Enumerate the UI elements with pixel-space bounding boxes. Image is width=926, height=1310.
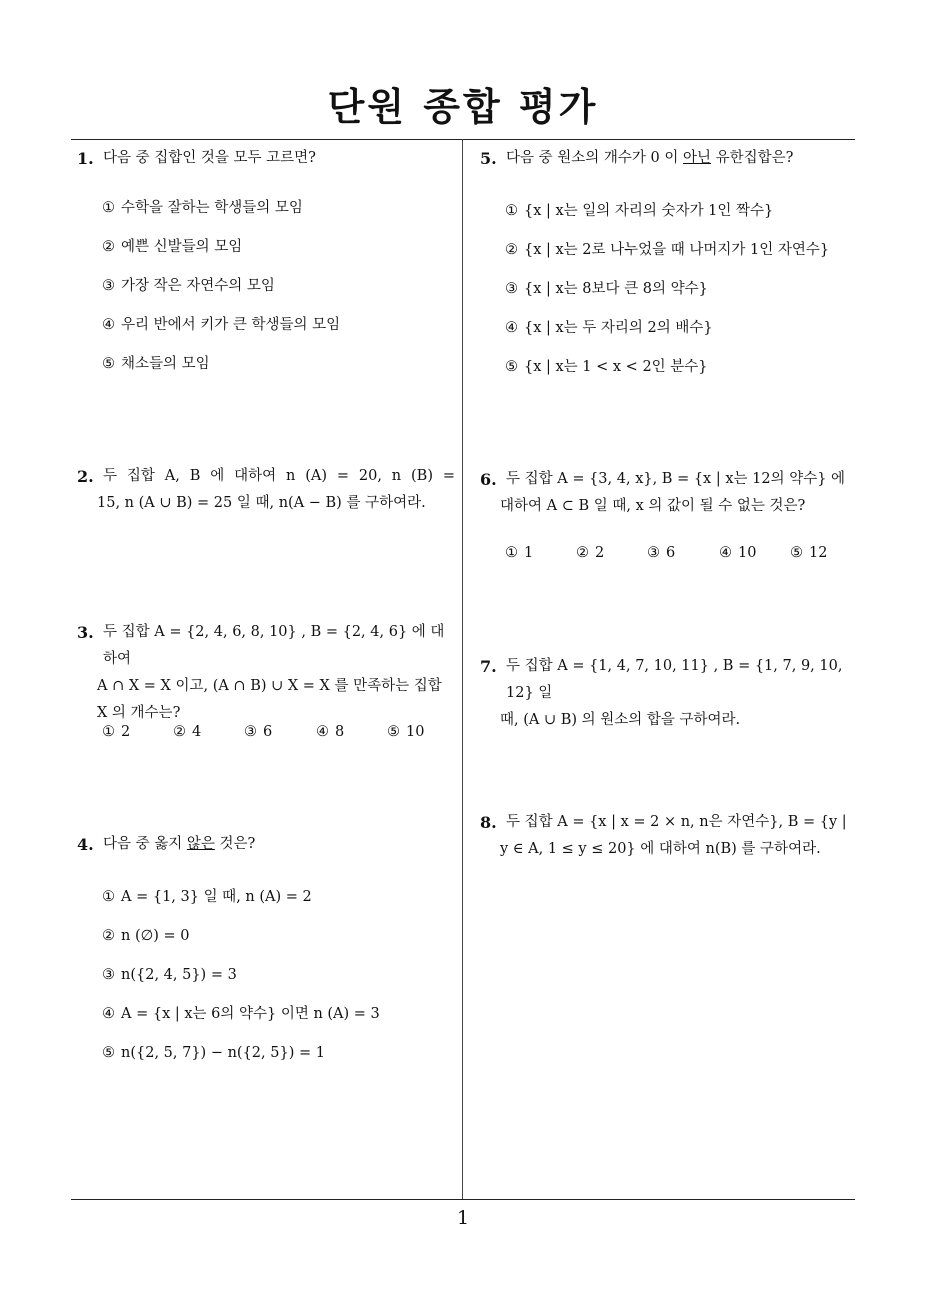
option[interactable]	[244, 719, 272, 746]
option[interactable]	[173, 719, 201, 746]
option-mark: ②	[173, 724, 186, 740]
option-text: 예쁜 신발들의 모임	[121, 239, 243, 255]
option[interactable]	[505, 237, 829, 264]
option-mark: ⑤	[102, 1045, 115, 1061]
question-text-line: 두 집합 A = {1, 4, 7, 10, 11} , B = {1, 7, 9, 10, 12} 일	[506, 658, 843, 701]
question-number: 3.	[77, 623, 94, 642]
question-text-line: 때, (A ∪ B) 의 원소의 합을 구하여라.	[500, 712, 741, 728]
question-8	[480, 809, 858, 863]
option[interactable]	[387, 719, 424, 746]
page-number: 1	[456, 1207, 470, 1229]
option[interactable]	[102, 351, 340, 378]
question-4	[77, 831, 455, 858]
question-4-options	[102, 884, 380, 1067]
option-mark: ②	[505, 242, 518, 258]
option-mark: ②	[102, 928, 115, 944]
question-5-options	[505, 198, 829, 381]
question-number: 6.	[480, 470, 497, 489]
option[interactable]	[102, 195, 340, 222]
option-text: 10	[406, 724, 425, 740]
option-text: 6	[666, 545, 676, 561]
option-text: {x | x는 1 < x < 2인 분수}	[524, 359, 708, 375]
question-text-line: y ∈ A, 1 ≤ y ≤ 20} 에 대하여 n(B) 를 구하여라.	[500, 841, 821, 857]
option-text: A = {1, 3} 일 때, n (A) = 2	[121, 889, 312, 905]
question-5	[480, 145, 858, 172]
question-text: 다음 중 옳지 않은 것은?	[103, 836, 256, 852]
option[interactable]	[102, 884, 380, 911]
option[interactable]	[790, 540, 827, 567]
option-mark: ④	[102, 1006, 115, 1022]
underlined-word: 않은	[186, 836, 215, 852]
option-mark: ②	[102, 239, 115, 255]
option-mark: ⑤	[387, 724, 400, 740]
question-1	[77, 145, 457, 172]
question-text-line: 두 집합 A = {x | x = 2 × n, n은 자연수}, B = {y |	[506, 814, 847, 830]
option-text: 2	[595, 545, 605, 561]
option-mark: ③	[505, 281, 518, 297]
option-text: 6	[263, 724, 273, 740]
option[interactable]	[102, 234, 340, 261]
option-text: 12	[809, 545, 828, 561]
question-number: 4.	[77, 835, 94, 854]
option-text: 채소들의 모임	[121, 356, 210, 372]
question-3	[77, 619, 455, 727]
question-number: 7.	[480, 657, 497, 676]
option-text: 수학을 잘하는 학생들의 모임	[121, 200, 303, 216]
option-text: 8	[335, 724, 345, 740]
question-text-line: A ∩ X = X 이고, (A ∩ B) ∪ X = X 를 만족하는 집합	[97, 678, 442, 694]
option-mark: ①	[102, 200, 115, 216]
option[interactable]	[102, 1040, 380, 1067]
question-3-options	[102, 719, 452, 746]
option[interactable]	[719, 540, 756, 567]
option[interactable]	[505, 540, 533, 567]
option-text: n({2, 5, 7}) − n({2, 5}) = 1	[121, 1045, 325, 1061]
option-mark: ①	[102, 889, 115, 905]
option-mark: ④	[719, 545, 732, 561]
question-text-line: 두 집합 A = {3, 4, x}, B = {x | x는 12의 약수} 에	[506, 471, 846, 487]
question-text-line: 두 집합 A = {2, 4, 6, 8, 10} , B = {2, 4, 6} 에 대하여	[103, 624, 445, 667]
question-text-line: 두 집합 A, B 에 대하여 n (A) = 20, n (B) =	[103, 468, 455, 484]
question-number: 8.	[480, 813, 497, 832]
option-mark: ③	[647, 545, 660, 561]
option-text: n (∅) = 0	[121, 928, 190, 944]
option-mark: ⑤	[790, 545, 803, 561]
option-mark: ①	[505, 545, 518, 561]
question-text-line: 대하여 A ⊂ B 일 때, x 의 값이 될 수 없는 것은?	[500, 498, 806, 514]
option-text: n({2, 4, 5}) = 3	[121, 967, 237, 983]
option[interactable]	[576, 540, 604, 567]
question-2	[77, 463, 455, 517]
option-mark: ③	[102, 278, 115, 294]
page-title: 단원 종합 평가	[327, 85, 599, 129]
option-mark: ③	[244, 724, 257, 740]
underlined-word: 아닌	[682, 150, 711, 166]
question-number: 1.	[77, 149, 94, 168]
option-mark: ②	[576, 545, 589, 561]
option-mark: ④	[316, 724, 329, 740]
option-text: {x | x는 두 자리의 2의 배수}	[524, 320, 713, 336]
question-6	[480, 466, 858, 520]
option-text: 우리 반에서 키가 큰 학생들의 모임	[121, 317, 341, 333]
option-mark: ③	[102, 967, 115, 983]
option-text: {x | x는 2로 나누었을 때 나머지가 1인 자연수}	[524, 242, 830, 258]
question-number: 2.	[77, 467, 94, 486]
option-mark: ④	[102, 317, 115, 333]
option[interactable]	[316, 719, 344, 746]
option-text: 2	[121, 724, 131, 740]
option[interactable]	[102, 962, 380, 989]
bottom-rule	[71, 1199, 855, 1200]
question-text-line: X 의 개수는?	[97, 705, 181, 721]
top-rule	[71, 139, 855, 140]
option-mark: ⑤	[102, 356, 115, 372]
option[interactable]	[102, 719, 130, 746]
option[interactable]	[102, 312, 340, 339]
option[interactable]	[102, 1001, 380, 1028]
option-mark: ①	[102, 724, 115, 740]
question-text: 다음 중 원소의 개수가 0 이 아닌 유한집합은?	[506, 150, 794, 166]
option-text: {x | x는 8보다 큰 8의 약수}	[524, 281, 708, 297]
option-text: 10	[738, 545, 757, 561]
option[interactable]	[505, 198, 829, 225]
question-text: 다음 중 집합인 것을 모두 고르면?	[103, 150, 316, 166]
question-number: 5.	[480, 149, 497, 168]
option-text: 가장 작은 자연수의 모임	[121, 278, 275, 294]
option-text: {x | x는 일의 자리의 숫자가 1인 짝수}	[524, 203, 774, 219]
column-divider	[462, 139, 463, 1200]
question-6-options	[505, 540, 855, 567]
option[interactable]	[505, 276, 829, 303]
option-mark: ④	[505, 320, 518, 336]
option-text: 4	[192, 724, 202, 740]
option[interactable]	[505, 354, 829, 381]
option[interactable]	[505, 315, 829, 342]
option-mark: ⑤	[505, 359, 518, 375]
question-7	[480, 653, 858, 734]
option-text: 1	[524, 545, 534, 561]
option-mark: ①	[505, 203, 518, 219]
option[interactable]	[102, 273, 340, 300]
option[interactable]	[102, 923, 380, 950]
option[interactable]	[647, 540, 675, 567]
question-text-line: 15, n (A ∪ B) = 25 일 때, n(A − B) 를 구하여라.	[97, 495, 426, 511]
option-text: A = {x | x는 6의 약수} 이면 n (A) = 3	[121, 1006, 380, 1022]
question-1-options	[102, 195, 340, 378]
